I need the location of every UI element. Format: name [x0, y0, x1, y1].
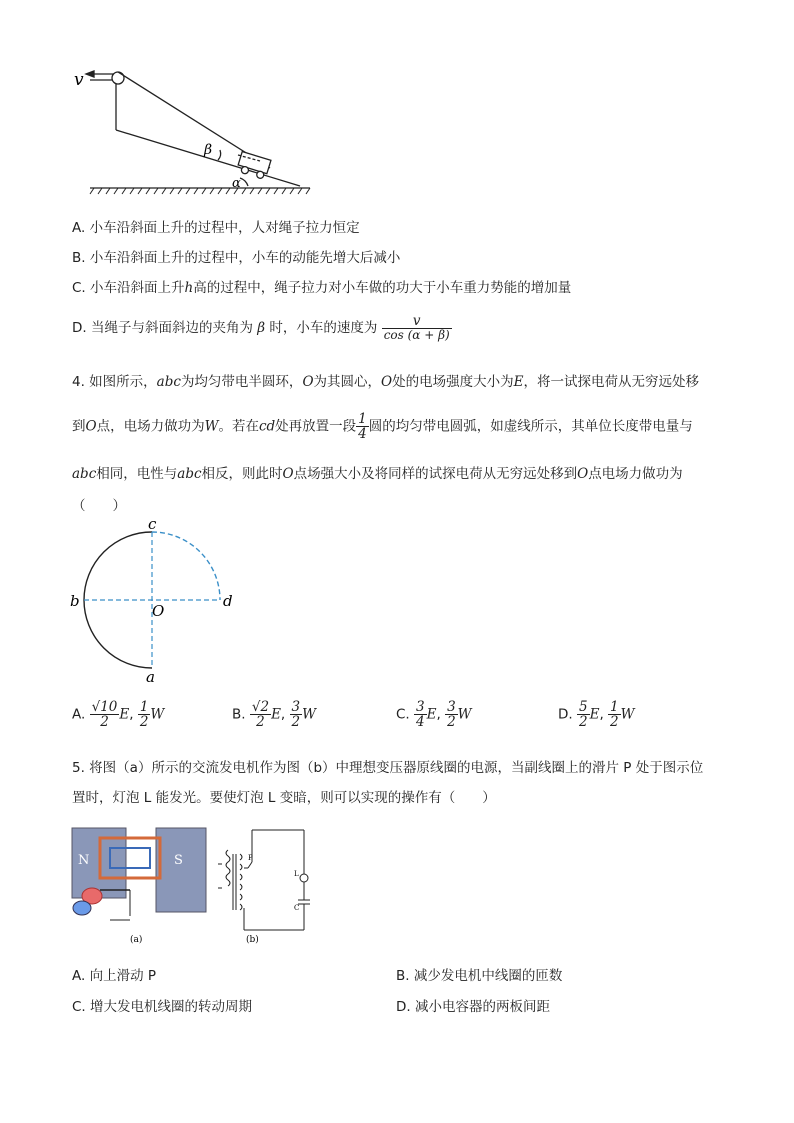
q4-line-4: （ ） — [72, 498, 126, 514]
label-d: d — [223, 592, 233, 610]
q4-line-1: 4. 如图所示，abc为均匀带电半圆环，O为其圆心，O处的电场强度大小为E，将一试探电荷从无穷远处移 — [72, 374, 699, 390]
lamp-l — [300, 874, 308, 882]
label-N: N — [78, 853, 90, 868]
q4-option-c: C. $\frac{3}{4}$ E, $\frac{3}{2}$ W — [396, 699, 472, 731]
alpha-label: α — [232, 176, 241, 191]
beta-label: β — [204, 142, 213, 158]
beta-arc — [218, 150, 221, 160]
semicircle-figure — [66, 514, 256, 684]
q5-line-1: 5. 将图（a）所示的交流发电机作为图（b）中理想变压器原线圈的电源，当副线圈上的滑片 P 处于图示位 — [72, 760, 704, 776]
q4-option-d: D. $\frac{5}{2}$ E, $\frac{1}{2}$ W — [558, 699, 635, 731]
q3-option-c — [72, 276, 571, 296]
primary-coil — [226, 850, 230, 886]
q3-d-text-1: D. 当绳子与斜面斜边的夹角为 — [72, 319, 253, 336]
q5-option-a: A. 向上滑动 P — [72, 968, 157, 984]
q5-option-d: D. 减小电容器的两板间距 — [396, 999, 550, 1015]
label-c: c — [148, 515, 157, 533]
q4-line-3: abc相同，电性与abc相反，则此时O点场强大小及将同样的试探电荷从无穷远处移到O点电场力做功为 — [72, 466, 683, 482]
q3-option-b: B. 小车沿斜面上升的过程中，小车的动能先增大后减小 — [72, 250, 401, 266]
q3-c-h: h — [184, 280, 194, 296]
incline-surface — [116, 130, 300, 186]
q3-c-text-1: C. 小车沿斜面上升 — [72, 280, 185, 296]
label-S: S — [174, 853, 183, 868]
q3-option-d — [72, 314, 452, 342]
magnet-s — [156, 828, 206, 912]
label-b: b — [70, 592, 80, 610]
q3-d-fraction — [382, 314, 452, 342]
label-a: a — [146, 668, 155, 684]
label-C: C — [294, 904, 300, 912]
q4-option-a: A. $\frac{√10}{2}$ E, $\frac{1}{2}$ W — [72, 699, 165, 731]
alpha-arc — [240, 178, 248, 186]
v-label: v — [74, 70, 84, 90]
q4-quarter-fraction: $\frac{1}{4}$ — [358, 411, 367, 443]
q3-d-den: cos (α + β) — [383, 328, 450, 343]
quarter-arc-cd — [152, 532, 220, 600]
transformer-circuit — [218, 830, 310, 930]
label-P: P — [248, 854, 253, 862]
incline-figure — [70, 60, 330, 200]
q4-option-b: B. $\frac{√2}{2}$ E, $\frac{3}{2}$ W — [232, 699, 316, 731]
label-O: O — [152, 602, 165, 620]
generator-transformer-figure — [70, 820, 330, 950]
velocity-arrowhead — [86, 71, 94, 77]
q3-d-text-2: 时，小车的速度为 — [269, 319, 378, 336]
q5-line-2: 置时，灯泡 L 能发光。要使灯泡 L 变暗，则可以实现的操作有（ ） — [72, 790, 496, 806]
secondary-coil — [240, 854, 242, 910]
caption-a: (a) — [130, 935, 143, 945]
generator-diagram — [72, 828, 206, 945]
slip-ring-2 — [73, 901, 91, 915]
q5-option-b: B. 减少发电机中线圈的匝数 — [396, 968, 563, 984]
q3-d-beta: β — [257, 319, 266, 336]
q4-line-2: 到O点，电场力做功为W。若在cd处再放置一段 $\frac{1}{4}$ 圆的均匀带电圆弧，如虚线所示，其单位长度带电量与 — [72, 411, 693, 443]
q3-d-num: v — [382, 314, 452, 329]
q3-c-text-2: 高的过程中，绳子拉力对小车做的功大于小车重力势能的增加量 — [193, 280, 572, 296]
label-L: L — [294, 870, 299, 878]
pulley — [112, 72, 124, 84]
q3-option-a: A. 小车沿斜面上升的过程中，人对绳子拉力恒定 — [72, 220, 360, 236]
q5-option-c: C. 增大发电机线圈的转动周期 — [72, 999, 253, 1015]
caption-b: (b) — [246, 935, 259, 945]
